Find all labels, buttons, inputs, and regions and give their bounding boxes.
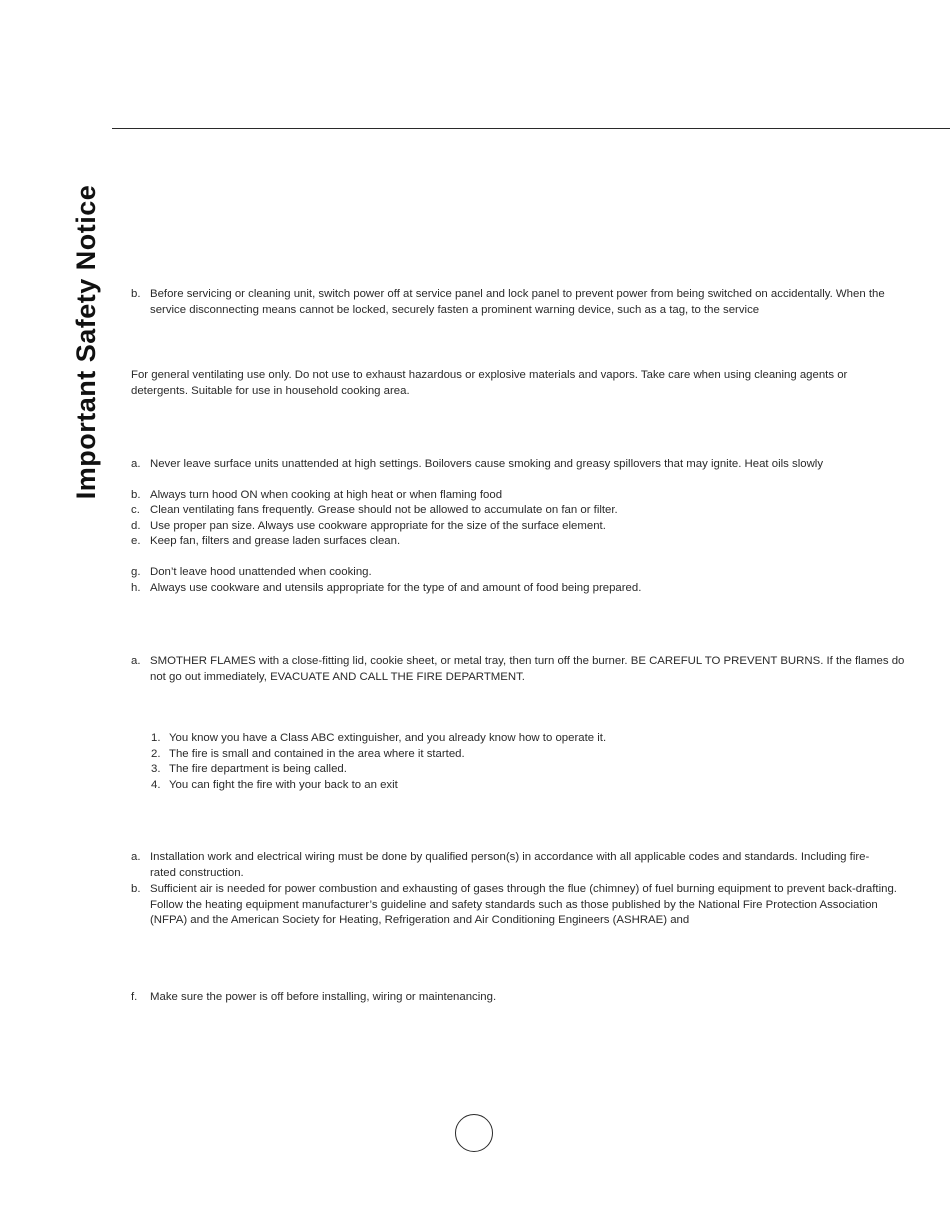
item-text: Make sure the power is off before installing, wiring or maintenancing. — [150, 991, 497, 1003]
item-text: Clean ventilating fans frequently. Grease should not be allowed to accumulate on fan or filter. — [150, 504, 618, 516]
numbered-item-3 — [151, 762, 851, 778]
item-marker: d. — [131, 520, 141, 532]
item-text: Always turn hood ON when cooking at high heat or when flaming food — [150, 489, 503, 501]
item-marker: b. — [131, 883, 141, 895]
item-text: SMOTHER FLAMES with a close-fitting lid, cookie sheet, or metal tray, then turn off the burner. BE CAREFUL TO PREVENT BURNS. If the flames do not go out immediately, EVACUATE AND CALL THE FIRE DEPARTMENT. — [150, 655, 905, 683]
item-marker: a. — [131, 458, 141, 470]
item-text: Always use cookware and utensils appropriate for the type of and amount of food being prepared. — [150, 582, 642, 594]
list-item-grease-c — [131, 503, 911, 519]
list-item-grease-d — [131, 519, 911, 535]
list-item-grease-a — [131, 457, 911, 473]
list-item-grease-b — [131, 488, 911, 504]
item-text: Keep fan, filters and grease laden surfaces clean. — [150, 535, 401, 547]
item-marker: 3. — [151, 763, 161, 775]
header-rule — [112, 128, 950, 129]
side-title: Important Safety Notice — [71, 184, 101, 500]
item-marker: 2. — [151, 748, 161, 760]
item-marker: b. — [131, 489, 141, 501]
item-marker: g. — [131, 566, 141, 578]
item-marker: c. — [131, 504, 140, 516]
item-text: You can fight the fire with your back to an exit — [169, 779, 398, 791]
numbered-item-2 — [151, 747, 851, 763]
list-item-install-a — [131, 850, 891, 881]
general-use-paragraph: For general ventilating use only. Do not use to exhaust hazardous or explosive materials and vapors. Take care when using cleaning agents or detergents. Suitable for use in household cooking area. — [131, 369, 848, 397]
item-marker: 1. — [151, 732, 161, 744]
item-text: The fire is small and contained in the area where it started. — [169, 748, 465, 760]
item-text: The fire department is being called. — [169, 763, 347, 775]
numbered-item-1 — [151, 731, 851, 747]
item-marker: e. — [131, 535, 141, 547]
item-text: Don’t leave hood unattended when cooking. — [150, 566, 372, 578]
list-item-install-b — [131, 882, 911, 929]
item-marker: h. — [131, 582, 141, 594]
item-text: You know you have a Class ABC extinguisher, and you already know how to operate it. — [169, 732, 607, 744]
numbered-item-4 — [151, 778, 851, 794]
list-item-fire-a — [131, 654, 911, 685]
list-item-service-b — [131, 287, 911, 318]
item-marker: f. — [131, 991, 138, 1003]
item-marker: 4. — [151, 779, 161, 791]
item-marker: b. — [131, 288, 141, 300]
item-marker: a. — [131, 851, 141, 863]
page-number-circle — [455, 1114, 493, 1152]
item-text: Sufficient air is needed for power combustion and exhausting of gases through the flue (chimney) of fuel burning equipment to prevent back-drafting. Follow the heating equipment manufacturer’s guideline and safety standards such as those published by the National Fire Protection Association (NFPA) and the American Society for Heating, Refrigeration and Air Conditioning Engineers (ASHRAE) and — [150, 883, 897, 926]
list-item-grease-g — [131, 565, 911, 581]
item-text: Before servicing or cleaning unit, switch power off at service panel and lock panel to prevent power from being switched on accidentally. When the service disconnecting means cannot be locked, securely fasten a prominent warning device, such as a tag, to the service — [150, 288, 885, 316]
list-item-grease-h — [131, 581, 911, 597]
item-text: Use proper pan size. Always use cookware appropriate for the size of the surface element. — [150, 520, 606, 532]
item-text: Never leave surface units unattended at high settings. Boilovers cause smoking and greasy spillovers that may ignite. Heat oils slowly — [150, 458, 824, 470]
list-item-grease-e — [131, 534, 911, 550]
list-item-install-f — [131, 990, 911, 1006]
item-marker: a. — [131, 655, 141, 667]
item-text: Installation work and electrical wiring must be done by qualified person(s) in accordance with all applicable codes and standards. Including fire-rated construction. — [150, 851, 870, 879]
